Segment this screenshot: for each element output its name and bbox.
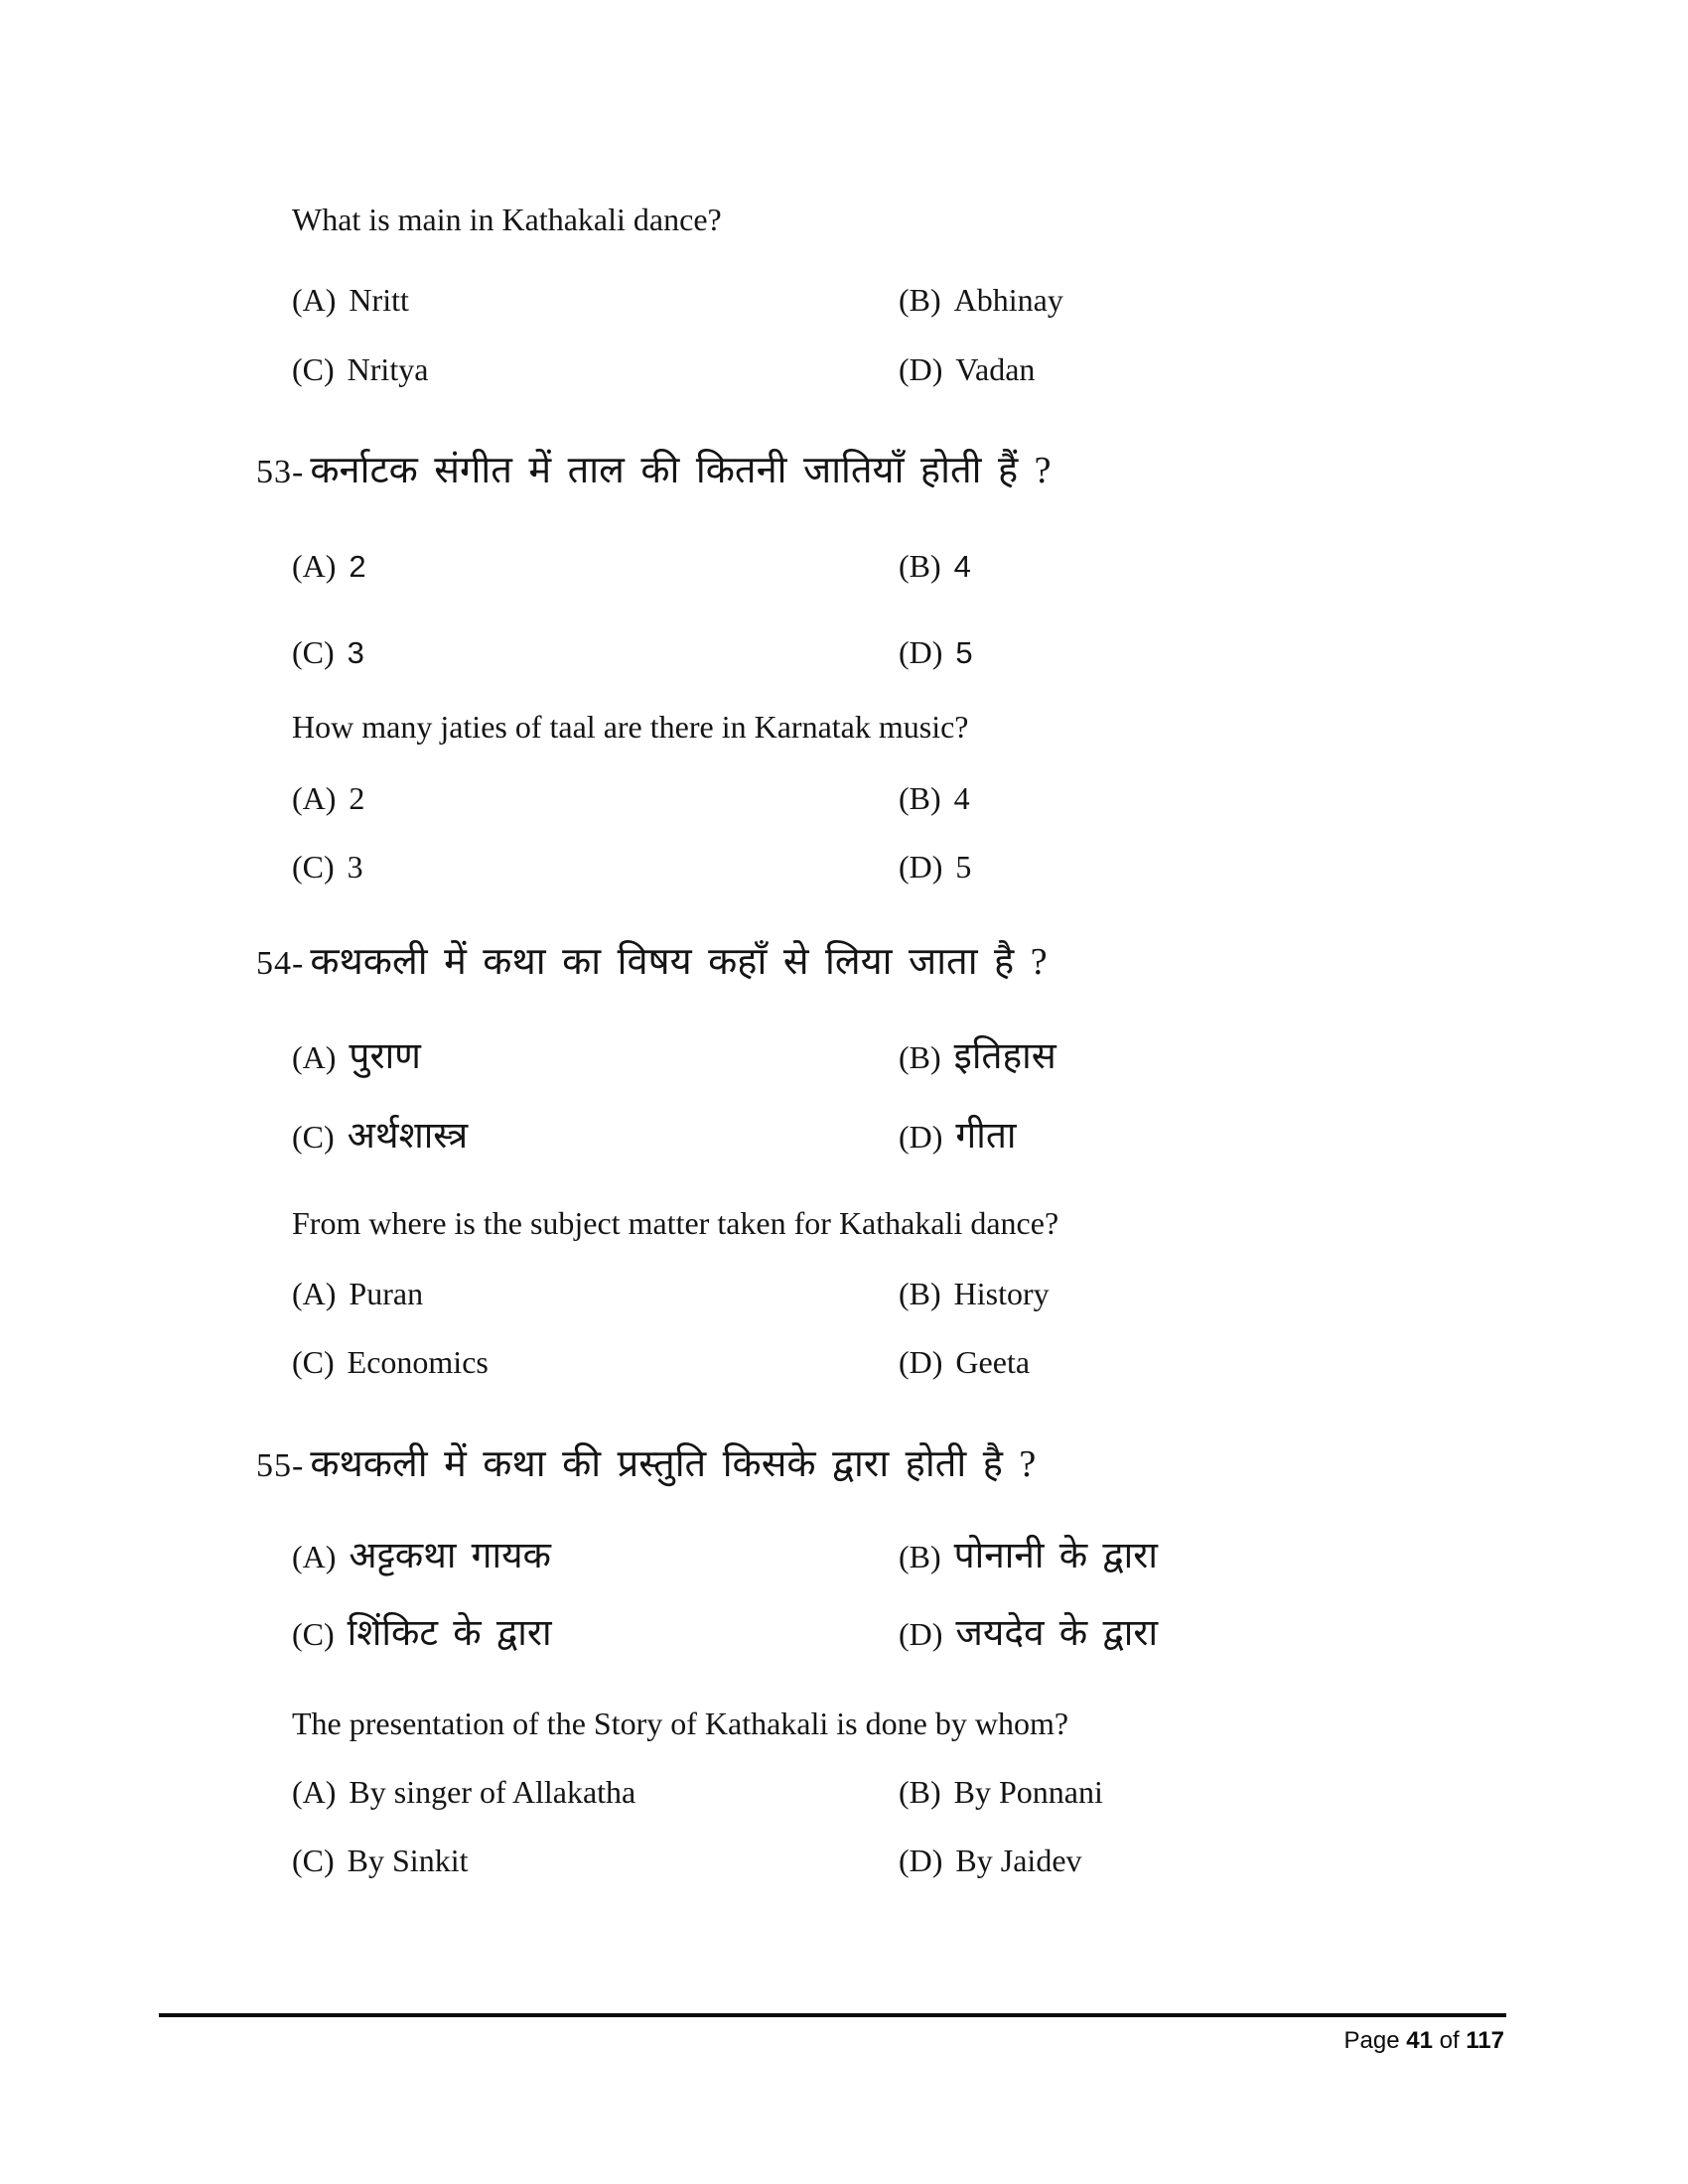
option-text: अर्थशास्त्र — [347, 1116, 469, 1157]
option-row — [0, 1776, 1688, 1822]
option-text: Puran — [349, 1276, 424, 1311]
option — [292, 1118, 468, 1155]
option-text: जयदेव के द्वारा — [955, 1613, 1159, 1654]
option — [292, 1278, 423, 1309]
option-row — [0, 1118, 1688, 1163]
footer-page-number: 41 — [1406, 2027, 1433, 2054]
option-text: History — [953, 1276, 1050, 1311]
option-text: 2 — [349, 549, 366, 584]
option-label: (C) — [292, 1344, 335, 1380]
option-text: 4 — [953, 780, 970, 816]
option-text: इतिहास — [953, 1036, 1056, 1077]
option-label: (D) — [899, 1344, 943, 1380]
option-label: (C) — [292, 1616, 335, 1652]
footer-page-label: Page — [1343, 2027, 1400, 2054]
question-text: How many jaties of taal are there in Karnatak music? — [292, 709, 969, 745]
option — [899, 550, 971, 582]
option-text: Abhinay — [953, 282, 1063, 318]
footer-divider — [159, 2013, 1506, 2017]
option-row — [0, 353, 1688, 399]
page-footer — [1343, 2027, 1504, 2056]
option — [292, 1038, 421, 1075]
option-row — [0, 284, 1688, 330]
option-text: By Sinkit — [347, 1843, 469, 1878]
option-label: (D) — [899, 634, 943, 670]
option-label: (B) — [899, 1774, 941, 1810]
option — [899, 1776, 1103, 1808]
option-label: (A) — [292, 1039, 337, 1075]
option-row — [0, 1038, 1688, 1084]
option-label: (D) — [899, 1616, 943, 1652]
question-line — [256, 1445, 1036, 1483]
option-text: Nritt — [349, 282, 409, 318]
option-text: By Jaidev — [955, 1843, 1082, 1878]
question-line — [292, 204, 722, 235]
option — [292, 550, 366, 582]
question-number: 55- — [256, 1447, 305, 1484]
option — [292, 851, 363, 883]
option-text: By singer of Allakatha — [349, 1774, 636, 1810]
option — [292, 782, 364, 814]
question-text: कथकली में कथा की प्रस्तुति किसके द्वारा होती है ? — [310, 1443, 1037, 1485]
footer-total-pages: 117 — [1466, 2027, 1504, 2054]
option-label: (A) — [292, 548, 337, 584]
option-label: (C) — [292, 634, 335, 670]
option-label: (D) — [899, 351, 943, 387]
option-label: (B) — [899, 1539, 941, 1574]
option-label: (D) — [899, 1119, 943, 1155]
option-text: गीता — [955, 1116, 1017, 1157]
option-label: (B) — [899, 548, 941, 584]
option — [899, 1038, 1056, 1075]
option-row — [0, 550, 1688, 596]
question-text: कर्नाटक संगीत में ताल की कितनी जातियाँ होती हैं ? — [310, 450, 1052, 491]
option — [899, 284, 1063, 316]
option-label: (C) — [292, 1119, 335, 1155]
option — [899, 1278, 1050, 1309]
option-label: (D) — [899, 1843, 943, 1878]
option-row — [0, 1538, 1688, 1583]
option — [292, 636, 364, 668]
option-text: 5 — [955, 635, 973, 670]
question-text: The presentation of the Story of Kathakali is done by whom? — [292, 1706, 1069, 1741]
option-row — [0, 782, 1688, 828]
option-text: 3 — [347, 849, 363, 885]
option-row — [0, 1278, 1688, 1323]
option — [899, 782, 970, 814]
question-line — [292, 1207, 1058, 1239]
option-row — [0, 1844, 1688, 1890]
option-label: (A) — [292, 1539, 337, 1574]
option-text: Geeta — [955, 1344, 1031, 1380]
question-line — [256, 943, 1048, 981]
question-line — [292, 711, 969, 743]
question-line — [256, 452, 1052, 489]
option-label: (A) — [292, 780, 337, 816]
option-label: (A) — [292, 1276, 337, 1311]
option-text: 4 — [953, 549, 971, 584]
option — [292, 1844, 468, 1876]
option-label: (A) — [292, 282, 337, 318]
question-number: 54- — [256, 945, 305, 982]
option — [292, 284, 409, 316]
question-text: What is main in Kathakali dance? — [292, 202, 722, 237]
option-label: (C) — [292, 351, 335, 387]
option-label: (C) — [292, 849, 335, 885]
option — [292, 353, 428, 385]
option-text: Nritya — [347, 351, 429, 387]
option-text: अट्टकथा गायक — [349, 1536, 551, 1576]
option-label: (B) — [899, 780, 941, 816]
question-text: From where is the subject matter taken for Kathakali dance? — [292, 1205, 1059, 1241]
option-text: Vadan — [955, 351, 1036, 387]
option — [899, 1538, 1158, 1574]
option-text: By Ponnani — [953, 1774, 1103, 1810]
option — [292, 1346, 489, 1378]
option-label: (C) — [292, 1843, 335, 1878]
question-text: कथकली में कथा का विषय कहाँ से लिया जाता है ? — [310, 941, 1048, 983]
option-text: 5 — [955, 849, 972, 885]
footer-of-label: of — [1439, 2027, 1460, 2054]
option — [899, 1844, 1082, 1876]
option-label: (B) — [899, 1276, 941, 1311]
option-text: 2 — [349, 780, 365, 816]
option-row — [0, 1615, 1688, 1661]
option-label: (D) — [899, 849, 943, 885]
option — [292, 1776, 635, 1808]
option-text: 3 — [347, 635, 364, 670]
option — [899, 353, 1035, 385]
option-text: शिंकिट के द्वारा — [347, 1613, 552, 1654]
option-label: (B) — [899, 282, 941, 318]
option-row — [0, 1346, 1688, 1392]
option-label: (B) — [899, 1039, 941, 1075]
option-text: पोनानी के द्वारा — [953, 1536, 1158, 1576]
option-row — [0, 851, 1688, 896]
option-row — [0, 636, 1688, 682]
option — [899, 851, 971, 883]
question-number: 53- — [256, 454, 305, 490]
option — [899, 1615, 1158, 1652]
option — [292, 1538, 551, 1574]
option-text: Economics — [347, 1344, 489, 1380]
option-label: (A) — [292, 1774, 337, 1810]
option-text: पुराण — [349, 1036, 421, 1077]
option — [292, 1615, 552, 1652]
option — [899, 1118, 1017, 1155]
option — [899, 636, 973, 668]
option — [899, 1346, 1030, 1378]
question-line — [292, 1707, 1068, 1739]
